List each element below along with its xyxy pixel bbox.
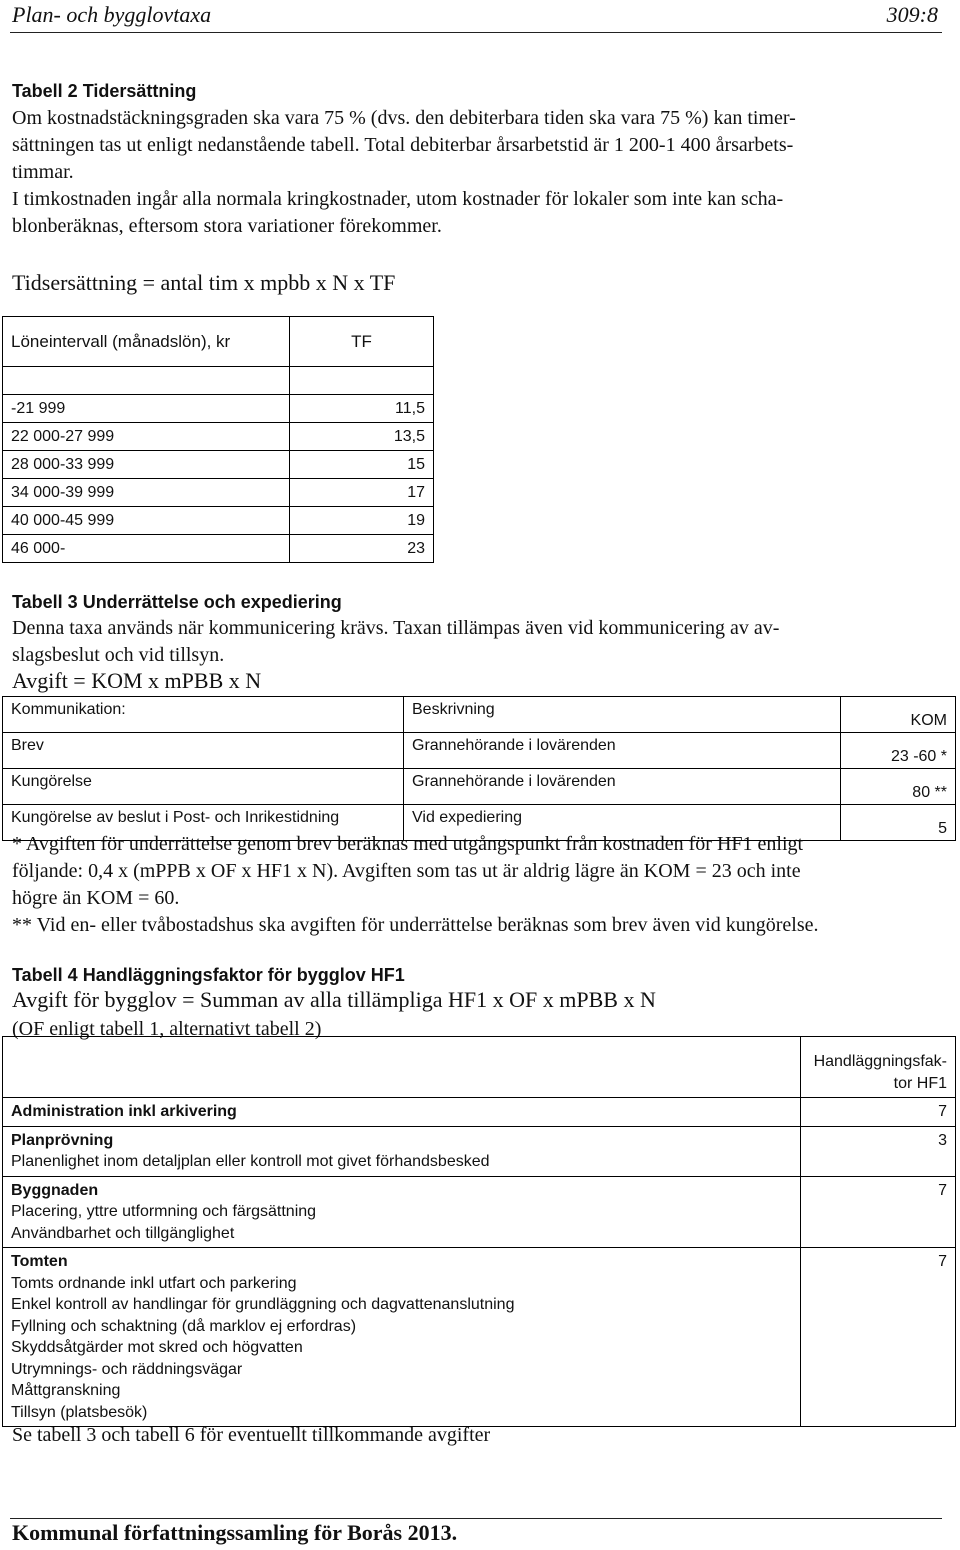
tabell2-heading: Tabell 2 Tidersättning	[12, 81, 197, 101]
column-header: KOM	[841, 697, 956, 733]
table-row: Kungörelse av beslut i Post- och Inrikestidning Vid expediering 5	[3, 805, 956, 841]
table-row: Byggnaden Placering, yttre utformning och färgsättning Användbarhet och tillgänglighet 7	[3, 1176, 956, 1248]
table-row: -21 999 11,5	[3, 395, 434, 423]
header-title: Plan- och bygglovtaxa	[12, 2, 212, 27]
tabell4-formula: Avgift för bygglov = Summan av alla tillämpliga HF1 x OF x mPBB x N	[12, 987, 656, 1012]
column-header: Beskrivning	[404, 697, 841, 733]
tidersattning-table	[2, 316, 434, 563]
tabell4-footnote: Se tabell 3 och tabell 6 för eventuellt tillkommande avgifter	[12, 1424, 491, 1446]
tabell2-intro: Om kostnadstäckningsgraden ska vara 75 % (dvs. den debiterbara tiden ska vara 75 %) kan timer- sättningen tas ut enligt nedanstående tabell. Total debiterbar årsarbetstid är 1 200-1 400 årsarbets- timmar. I timkostnaden ingår alla normala kringkostnader, utom kostnader för lokaler som inte kan scha- blonberäknas, eftersom stora variationer förekommer.	[12, 107, 796, 237]
column-header: Handläggningsfak- tor HF1	[801, 1037, 956, 1098]
table-header-row	[3, 317, 434, 367]
table-row: 40 000-45 999 19	[3, 507, 434, 535]
tabell4-heading: Tabell 4 Handläggningsfaktor för bygglov HF1	[12, 965, 405, 985]
tabell4-subformula: (OF enligt tabell 1, alternativt tabell 2)	[12, 1018, 322, 1040]
spacer-row	[3, 367, 434, 395]
table-row: 28 000-33 999 15	[3, 451, 434, 479]
column-header: Kommunikation:	[3, 697, 404, 733]
tabell3-intro: Denna taxa används när kommunicering krävs. Taxan tillämpas även vid kommunicering av av- slagsbeslut och vid tillsyn.	[12, 617, 780, 666]
tabell3-formula: Avgift = KOM x mPBB x N	[12, 668, 262, 693]
tabell3-notes: * Avgiften för underrättelse genom brev beräknas med utgångspunkt från kostnaden för HF1 enligt följande: 0,4 x (mPPB x OF x HF1 x N). Avgiften som tas ut är aldrig lägre än KOM = 23 och inte högre än KOM = 60. ** Vid en- eller tvåbostadshus ska avgiften för underrättelse beräknas som brev även vid kungörelse.	[12, 833, 819, 936]
table-row: Tomten Tomts ordnande inkl utfart och parkering Enkel kontroll av handlingar för grundläggning och dagvattenanslutning Fyllning och schaktning (då marklov ej erfordras) Skyddsåtgärder mot skred och högvatten Utrymnings- och räddningsvägar Måttgranskning Tillsyn (platsbesök) 7	[3, 1248, 956, 1427]
header-divider	[10, 32, 942, 33]
page-number: 309:8	[886, 2, 938, 27]
underrattelse-table	[2, 696, 956, 841]
table-row: Kungörelse Grannehörande i lovärenden 80 **	[3, 769, 956, 805]
footer-divider	[10, 1518, 942, 1519]
tabell2-formula: Tidsersättning = antal tim x mpbb x N x TF	[12, 270, 396, 295]
column-header: Löneintervall (månadslön), kr	[3, 317, 290, 367]
table-row: Planprövning Planenlighet inom detaljplan eller kontroll mot givet förhandsbesked 3	[3, 1126, 956, 1176]
table-header-row	[3, 697, 956, 733]
tabell3-heading: Tabell 3 Underrättelse och expediering	[12, 592, 342, 612]
table-row: Brev Grannehörande i lovärenden 23 -60 *	[3, 733, 956, 769]
table-row: 34 000-39 999 17	[3, 479, 434, 507]
table-header-row	[3, 1037, 956, 1098]
table-row: 46 000- 23	[3, 535, 434, 563]
handlaggningsfaktor-table	[2, 1036, 956, 1427]
footer-text: Kommunal författningssamling för Borås 2013.	[12, 1520, 458, 1545]
table-row: Administration inkl arkivering 7	[3, 1098, 956, 1127]
table-row: 22 000-27 999 13,5	[3, 423, 434, 451]
column-header: TF	[290, 317, 434, 367]
